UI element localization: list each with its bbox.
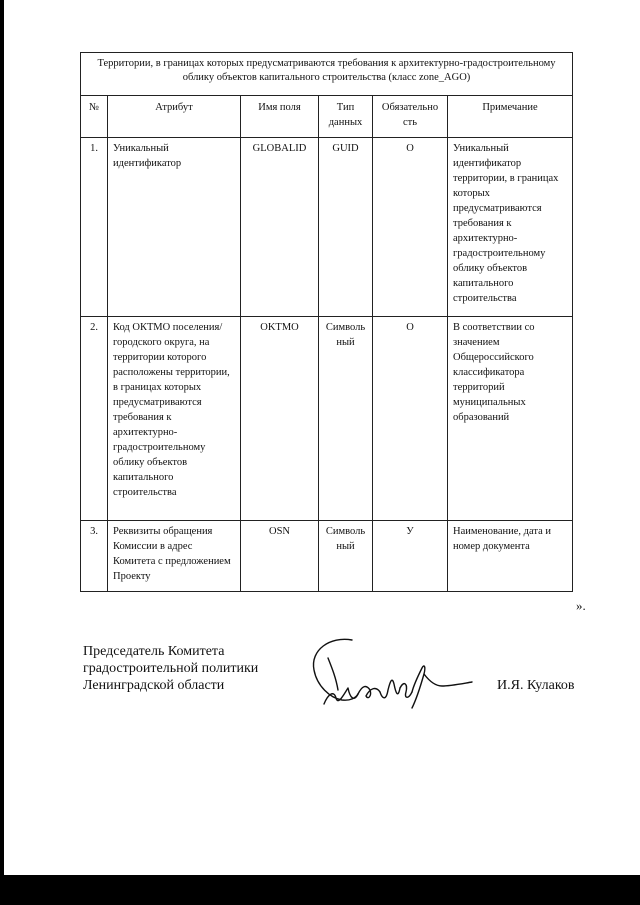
row-required: О: [373, 138, 448, 317]
row-number: 3.: [81, 521, 108, 592]
scan-edge: [0, 0, 4, 875]
table-row: [81, 317, 573, 521]
column-header-number: №: [81, 96, 108, 138]
column-header-field-name: Имя поля: [241, 96, 319, 138]
attribute-table: [80, 52, 573, 592]
table-row: [81, 138, 573, 317]
row-number: 2.: [81, 317, 108, 521]
row-attribute: Уникальный идентификатор: [108, 138, 241, 317]
column-header-note: Примечание: [448, 96, 573, 138]
table-caption: Территории, в границах которых предусматриваются требования к архитектурно-градостроительному облику объектов капитального строительства (класс zone_AGO): [81, 53, 573, 96]
row-field-name: GLOBALID: [241, 138, 319, 317]
row-data-type: GUID: [319, 138, 373, 317]
column-header-required: Обязательно сть: [373, 96, 448, 138]
row-attribute: Код ОКТМО поселения/городского округа, на территории которого расположены территории, в границах которых предусматриваются требования к архитектурно-градостроительному облику объектов капитального строительства: [108, 317, 241, 521]
column-header-data-type: Тип данных: [319, 96, 373, 138]
row-data-type: Символьный: [319, 521, 373, 592]
signatory-title-line: градостроительной политики: [83, 661, 259, 676]
table-caption-row: [81, 53, 573, 96]
signatory-title-line: Ленинградской области: [83, 678, 225, 693]
signatory-title-line: Председатель Комитета: [83, 644, 225, 659]
row-note: Уникальный идентификатор территории, в границах которых предусматриваются требования к архитектурно-градостроительному облику объектов капитального строительства: [448, 138, 573, 317]
row-required: О: [373, 317, 448, 521]
signatory-title: [83, 643, 258, 694]
closing-quote-mark: ».: [576, 598, 586, 613]
signer-name: И.Я. Кулаков: [497, 678, 575, 693]
row-number: 1.: [81, 138, 108, 317]
column-header-attribute: Атрибут: [108, 96, 241, 138]
row-note: Наименование, дата и номер документа: [448, 521, 573, 592]
table-header-row: [81, 96, 573, 138]
row-field-name: OKTMO: [241, 317, 319, 521]
table-row: [81, 521, 573, 592]
row-required: У: [373, 521, 448, 592]
row-data-type: Символьный: [319, 317, 373, 521]
scan-bottom-bar: [0, 875, 640, 905]
row-note: В соответствии со значением Общероссийского классификатора территорий муниципальных образований: [448, 317, 573, 521]
row-attribute: Реквизиты обращения Комиссии в адрес Комитета с предложением Проекту: [108, 521, 241, 592]
handwritten-signature: [300, 628, 480, 713]
row-field-name: OSN: [241, 521, 319, 592]
